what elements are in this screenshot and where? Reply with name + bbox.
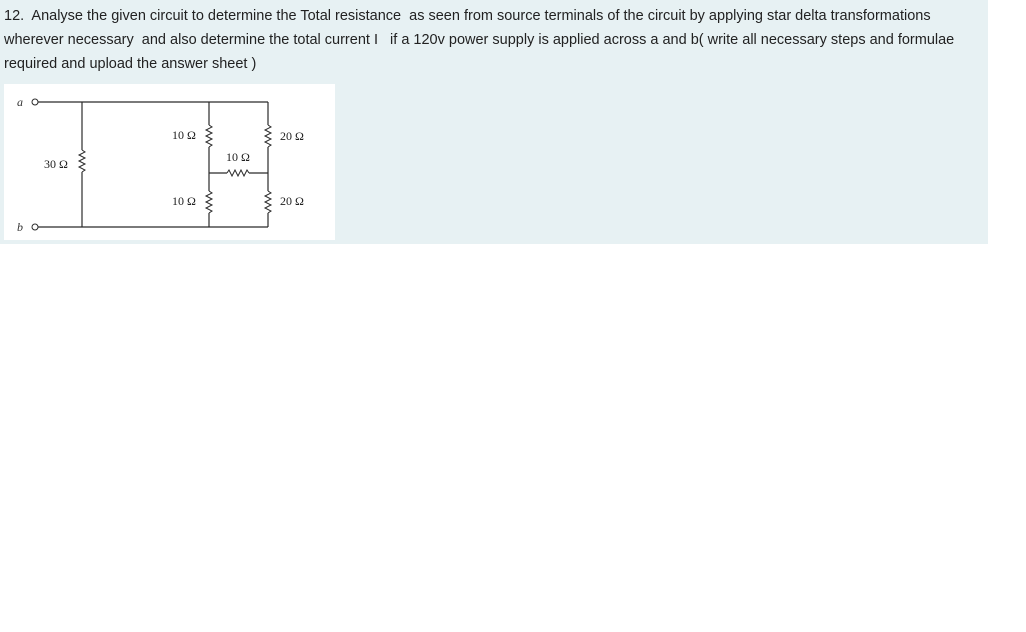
circuit-diagram [4,84,335,240]
resistor-10-ohm-top [206,102,212,173]
resistor-20-ohm-bottom [265,173,271,227]
resistor-20-ohm-top-label: 20 Ω [280,129,304,143]
resistor-10-ohm-top-label: 10 Ω [172,128,196,142]
resistor-20-ohm-top [265,102,271,173]
resistor-10-ohm-bottom [206,173,212,227]
terminal-b [32,224,38,230]
resistor-10-ohm-bridge [209,170,268,176]
resistor-30-ohm-label: 30 Ω [44,157,68,171]
terminal-a [32,99,38,105]
resistor-10-ohm-bridge-label: 10 Ω [226,150,250,164]
question-text: 12. Analyse the given circuit to determine the Total resistance as seen from source terminals of the circuit by applying star delta transformations wherever necessary and also determine the total current I if a 120v power supply is applied across a and b( write all necessary steps and formulae required and upload the answer sheet ) [4,8,959,72]
terminal-b-label: b [17,220,23,234]
resistor-10-ohm-bottom-label: 10 Ω [172,194,196,208]
question-panel [0,0,988,244]
resistor-20-ohm-bottom-label: 20 Ω [280,194,304,208]
resistor-30-ohm [79,102,85,227]
circuit-figure [4,84,335,240]
terminal-a-label: a [17,95,23,109]
